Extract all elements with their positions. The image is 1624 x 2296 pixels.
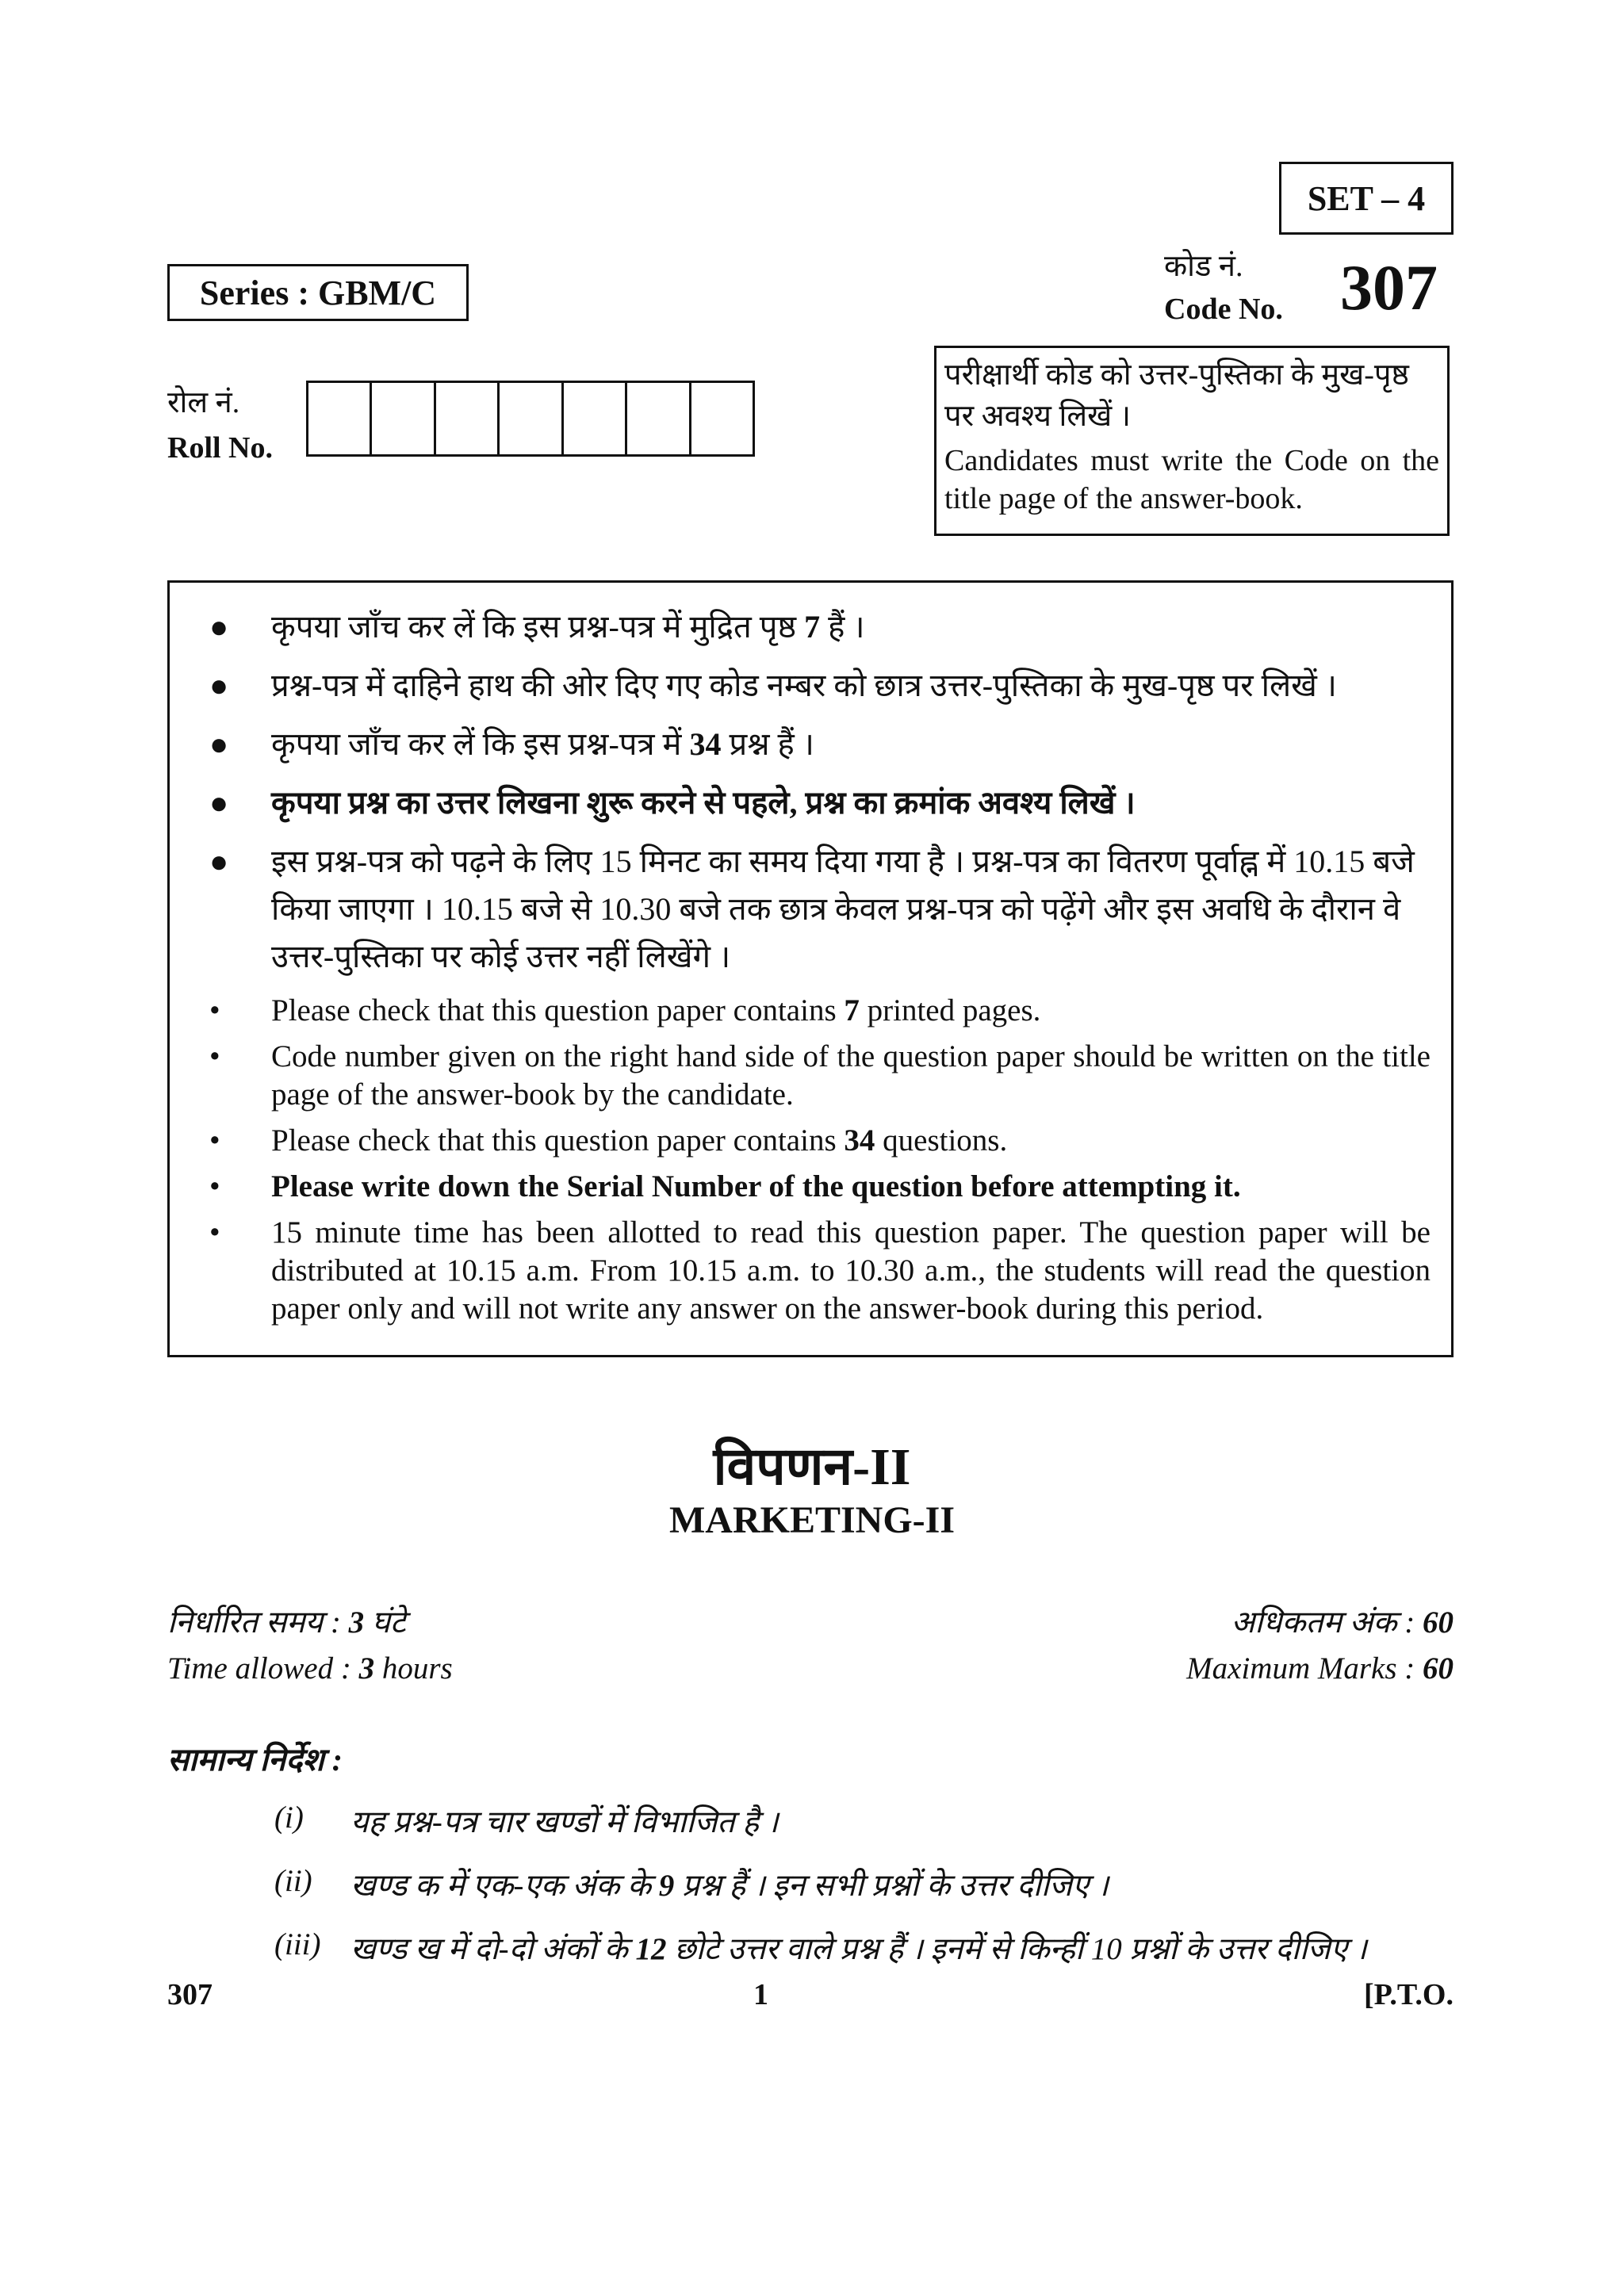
bullet-icon: ● (209, 609, 229, 645)
bullet-icon: ● (209, 668, 229, 703)
roll-digit-box[interactable] (627, 383, 691, 454)
roll-number-boxes[interactable] (306, 381, 755, 457)
code-label-english: Code No. (1164, 293, 1283, 326)
instruction-item: ● कृपया जाँच कर लें कि इस प्रश्न-पत्र में 34 प्रश्न हैं । (192, 721, 1431, 768)
roll-digit-box[interactable] (500, 383, 563, 454)
instructions-english (192, 992, 1431, 1328)
instruction-item: • Code number given on the right hand side of the question paper should be written on the title page of the answer-book by the candidate. (209, 1039, 1431, 1112)
roll-digit-box[interactable] (564, 383, 627, 454)
page-number: 1 (753, 1978, 768, 2011)
instruction-item: ● कृपया प्रश्न का उत्तर लिखना शुरू करने से पहले, प्रश्न का क्रमांक अवश्य लिखें । (192, 779, 1431, 827)
roll-label-english: Roll No. (167, 431, 273, 465)
bullet-icon: • (209, 1039, 220, 1073)
candidate-note-hindi: परीक्षार्थी कोड को उत्तर-पुस्तिका के मुख-पृष्ठ पर अवश्य लिखें । (944, 358, 1409, 433)
series-label: Series : GBM/C (167, 264, 469, 321)
candidate-note-english: Candidates must write the Code on the title page of the answer-book. (944, 444, 1439, 515)
instruction-item: ● कृपया जाँच कर लें कि इस प्रश्न-पत्र में मुद्रित पृष्ठ 7 हैं । (192, 603, 1431, 651)
roll-digit-box[interactable] (372, 383, 435, 454)
instruction-item: • Please write down the Serial Number of the question before attempting it. (192, 1168, 1431, 1206)
code-number: 307 (1340, 251, 1438, 323)
roll-label-hindi: रोल नं. (167, 386, 240, 419)
general-instruction-item: (ii) खण्ड क में एक-एक अंक के 9 प्रश्न हैं । इन सभी प्रश्नों के उत्तर दीजिए । (274, 1864, 1109, 1903)
bullet-icon: • (209, 1123, 220, 1158)
bullet-icon: ● (209, 785, 229, 821)
bullet-icon: ● (209, 844, 229, 879)
candidate-note-box (934, 346, 1450, 536)
bullet-icon: • (209, 1169, 220, 1203)
instruction-item: ● प्रश्न-पत्र में दाहिने हाथ की ओर दिए गए कोड नम्बर को छात्र उत्तर-पुस्तिका के मुख-पृष्ठ पर लिखें । (192, 662, 1431, 710)
instruction-item: • Please check that this question paper contains 7 printed pages. (192, 992, 1431, 1030)
instruction-item: • 15 minute time has been allotted to read this question paper. The question paper will be distributed at 10.15 a.m. From 10.15 a.m. to 10.30 a.m., the students will read the question paper only and will not write any answer on the answer-book during this period. (209, 1215, 1431, 1326)
max-marks-english: Maximum Marks : 60 (1186, 1651, 1454, 1686)
general-instruction-item: (iii) खण्ड ख में दो-दो अंकों के 12 छोटे उत्तर वाले प्रश्न हैं । इनमें से किन्हीं 10 प्रश्नों के उत्तर दीजिए । (274, 1927, 1367, 1966)
set-label: SET – 4 (1279, 162, 1454, 235)
instruction-item: ● इस प्रश्न-पत्र को पढ़ने के लिए 15 मिनट का समय दिया गया है । प्रश्न-पत्र का वितरण पूर्वाह्न में 10.15 बजे किया जाएगा । 10.15 बजे से 10.30 बजे तक छात्र केवल प्रश्न-पत्र को पढ़ेंगे और इस अवधि के दौरान वे उत्तर-पुस्तिका पर कोई उत्तर नहीं लिखेंगे । (192, 838, 1431, 981)
instruction-item: • Please check that this question paper contains 34 questions. (192, 1122, 1431, 1160)
code-label-hindi: कोड नं. (1164, 250, 1243, 283)
time-allowed-english: Time allowed : 3 hours (167, 1651, 453, 1686)
general-instruction-item: (i) यह प्रश्न-पत्र चार खण्डों में विभाजित है । (274, 1800, 779, 1839)
time-allowed-hindi: निर्धारित समय : 3 घंटे (167, 1605, 406, 1640)
bullet-icon: • (209, 993, 220, 1027)
instructions-hindi (192, 603, 1431, 981)
general-instructions-title: सामान्य निर्देश : (167, 1742, 343, 1777)
roll-digit-box[interactable] (691, 383, 753, 454)
instructions-box (167, 580, 1454, 1357)
pto-label: [P.T.O. (1364, 1978, 1454, 2011)
bullet-icon: • (209, 1215, 220, 1249)
subject-title-english: MARKETING-II (668, 1499, 956, 1541)
bullet-icon: ● (209, 726, 229, 762)
roll-digit-box[interactable] (436, 383, 500, 454)
footer-code: 307 (167, 1978, 213, 2011)
subject-title-hindi: विपणन-II (713, 1438, 911, 1496)
roll-digit-box[interactable] (308, 383, 372, 454)
max-marks-hindi: अधिकतम अंक : 60 (1231, 1605, 1454, 1640)
